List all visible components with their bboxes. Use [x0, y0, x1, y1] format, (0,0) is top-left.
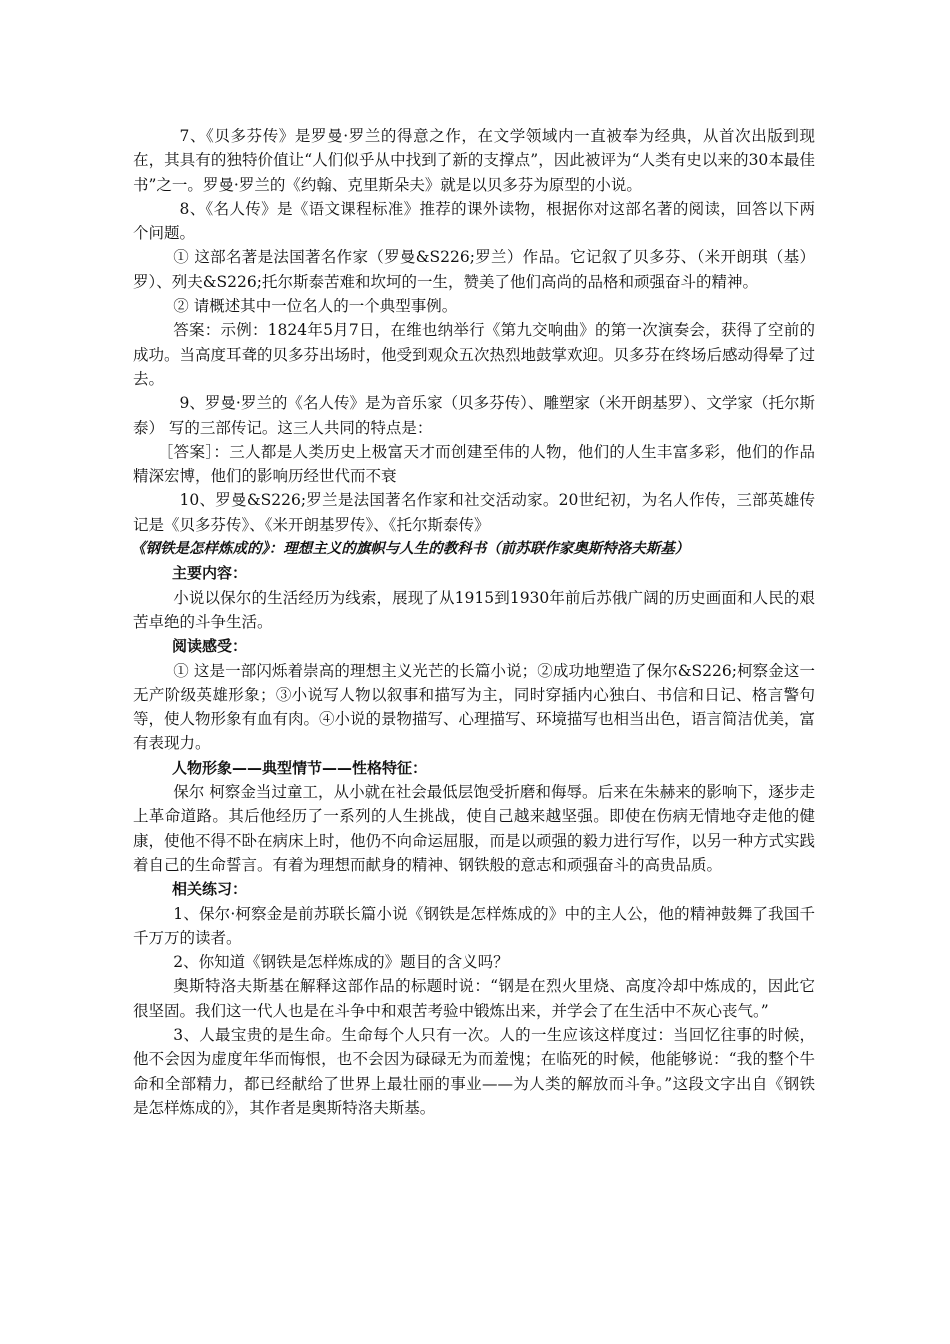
paragraph-exercise-1: 1、保尔·柯察金是前苏联长篇小说《钢铁是怎样炼成的》中的主人公，他的精神鼓舞了我国千千万万的读者。 — [133, 904, 815, 947]
paragraph-character: 保尔 柯察金当过童工，从小就在社会最低层饱受折磨和侮辱。后来在朱赫来的影响下，逐步走上革命道路。其后他经历了一系列的人生挑战，使自己越来越坚强。即使在伤病无情地夺走他的健康，使他不得不卧在病床上时，他仍不向命运屈服，而是以顽强的毅力进行写作，以另一种方式实践着自己的生命誓言。有着为理想而献身的精神、钢铁般的意志和顽强奋斗的高贵品质。 — [133, 783, 816, 874]
heading-reading-feelings: 阅读感受： — [172, 637, 248, 656]
paragraph-q8-part2: ② 请概述其中一位名人的一个典型事例。 — [173, 297, 458, 316]
paragraph-exercise-2-answer: 奥斯特洛夫斯基在解释这部作品的标题时说：“钢是在烈火里烧、高度冷却中炼成的，因此它很坚固。我们这一代人也是在斗争中和艰苦考验中锻炼出来，并学会了在生活中不灰心丧气。” — [133, 977, 815, 1020]
paragraph-exercise-3: 3、人最宝贵的是生命。生命每个人只有一次。人的一生应该这样度过：当回忆往事的时候，他不会因为虚度年华而悔恨，也不会因为碌碌无为而羞愧；在临死的时候，他能够说：“我的整个牛命和全部精力，都已经献给了世界上最壮丽的事业——为人类的解放而斗争。”这段文字出自《钢铁是怎样炼成的》，其作者是奥斯特洛夫斯基。 — [133, 1025, 815, 1117]
paragraph-q10: 10、罗曼&S226;罗兰是法国著名作家和社交活动家。20世纪初，为名人作传，三部英雄传记是《贝多芬传》、《米开朗基罗传》、《托尔斯泰传》 — [133, 491, 815, 534]
paragraph-reading-feelings: ① 这是一部闪烁着崇高的理想主义光芒的长篇小说；②成功地塑造了保尔&S226;柯察金这一无产阶级英雄形象；③小说写人物以叙事和描写为主，同时穿插内心独白、书信和日记、格言警句等，使人物形象有血有肉。④小说的景物描写、心理描写、环境描写也相当出色，语言简洁优美，富有表现力。 — [133, 661, 816, 753]
paragraph-q8-answer: 答案：示例：1824年5月7日，在维也纳举行《第九交响曲》的第一次演奏会，获得了空前的成功。当高度耳聋的贝多芬出场时，他受到观众五次热烈地鼓掌欢迎。贝多芬在终场后感动得晕了过去。 — [133, 321, 816, 388]
paragraph-q8-part1: ① 这部名著是法国著名作家（罗曼&S226;罗兰）作品。它记叙了贝多芬、（米开朗琪（基）罗）、列夫&S226;托尔斯泰苦难和坎坷的一生，赞美了他们高尚的品格和顽强奋斗的精神。 — [133, 248, 815, 291]
heading-exercises: 相关练习： — [172, 880, 248, 899]
heading-main-content: 主要内容： — [172, 564, 248, 583]
paragraph-main-content: 小说以保尔的生活经历为线索，展现了从1915到1930年前后苏俄广阔的历史画面和人民的艰苦卓绝的斗争生活。 — [133, 588, 815, 631]
paragraph-q7: 7、《贝多芬传》是罗曼·罗兰的得意之作，在文学领域内一直被奉为经典，从首次出版到现在，其具有的独特价值让“人们似乎从中找到了新的支撑点”，因此被评为“人类有史以来的30本最佳书”之一。罗曼·罗兰的《约翰、克里斯朵夫》就是以贝多芬为原型的小说。 — [133, 127, 815, 194]
heading-character: 人物形象——典型情节——性格特征： — [172, 758, 428, 777]
paragraph-q9-answer: ［答案］：三人都是人类历史上极富天才而创建至伟的人物，他们的人生丰富多彩，他们的作品精深宏博，他们的影响历经世代而不衰 — [133, 442, 815, 486]
section-title: 《钢铁是怎样炼成的》：理想主义的旗帜与人生的教科书（前苏联作家奥斯特洛夫斯基） — [131, 541, 690, 558]
paragraph-exercise-2: 2、你知道《钢铁是怎样炼成的》题目的含义吗？ — [173, 953, 509, 972]
document-page — [133, 124, 815, 1120]
paragraph-q9: 9、罗曼·罗兰的《名人传》是为音乐家（贝多芬传）、雕塑家（米开朗基罗）、文学家（托尔斯泰） 写的三部传记。这三人共同的特点是： — [133, 394, 815, 437]
paragraph-q8: 8、《名人传》是《语文课程标准》推荐的课外读物，根据你对这部名著的阅读，回答以下两个问题。 — [133, 199, 815, 243]
